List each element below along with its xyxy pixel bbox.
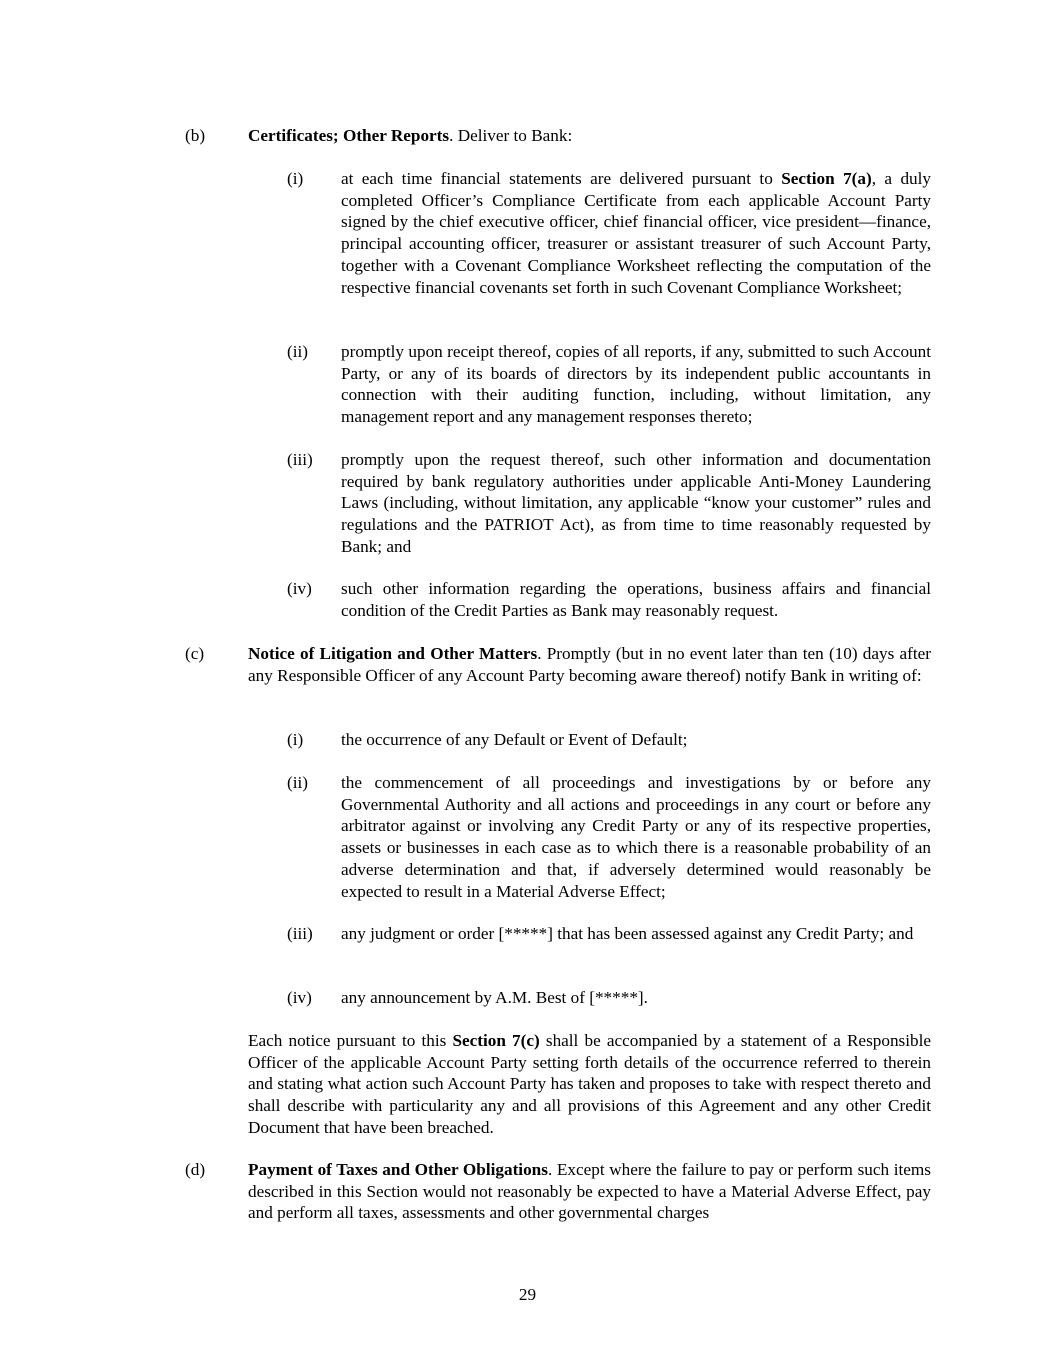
section-c-heading: Notice of Litigation and Other Matters: [248, 644, 538, 663]
section-b-label: (b): [185, 126, 206, 145]
section-b-item-i: [341, 168, 931, 298]
section-c-item-i: [341, 729, 931, 751]
closing-text: Each notice pursuant to this: [248, 1031, 453, 1050]
section-b-item-i-label: (i): [287, 169, 304, 188]
section-c-closing-paragraph: [248, 1030, 931, 1139]
section-b-item-ii: [341, 341, 931, 428]
section-b-heading-paragraph: [248, 125, 931, 147]
item-text: , a duly completed Officer’s Compliance Certificate from each applicable Account Party signed by the chief executive officer, chief financial officer, vice president—finance, principal accounting officer, treasurer or assistant treasurer of such Account Party, together with a Covenant Compliance Worksheet reflecting the computation of the respective financial covenants set forth in such Covenant Compliance Worksheet;: [341, 169, 932, 297]
item-text: any announcement by A.M. Best of [*****].: [341, 988, 648, 1007]
section-b-item-iv-label: (iv): [287, 579, 312, 598]
section-c-item-iii-label: (iii): [287, 924, 313, 943]
section-c-item-ii: [341, 772, 931, 902]
section-b-item-iii-label: (iii): [287, 450, 313, 469]
item-text: promptly upon receipt thereof, copies of all reports, if any, submitted to such Account Party, or any of its boards of directors by its independent public accountants in connection with their auditing function, including, without limitation, any management report and any management responses thereto;: [341, 342, 931, 427]
section-reference: Section 7(c): [452, 1031, 540, 1050]
section-c-item-i-label: (i): [287, 730, 304, 749]
item-text: any judgment or order [*****] that has been assessed against any Credit Party; and: [341, 924, 914, 943]
page-number: 29: [518, 1285, 537, 1304]
section-d-heading-paragraph: [248, 1159, 931, 1224]
section-c-label: (c): [185, 644, 205, 663]
section-d-intro: . Except where the failure to pay or perform such items described in this Section would not reasonably be expected to have a Material Adverse Effect, pay and perform all taxes, assessments and other governmental charges: [248, 1160, 931, 1223]
section-b-heading: Certificates; Other Reports: [248, 126, 450, 145]
section-c-intro: . Promptly (but in no event later than ten (10) days after any Responsible Officer of any Account Party becoming aware thereof) notify Bank in writing of:: [248, 644, 931, 685]
section-d-heading: Payment of Taxes and Other Obligations: [248, 1160, 548, 1179]
section-c-item-iv-label: (iv): [287, 988, 312, 1007]
item-text: the occurrence of any Default or Event of Default;: [341, 730, 688, 749]
section-reference: Section 7(a): [781, 169, 872, 188]
item-text: the commencement of all proceedings and investigations by or before any Governmental Authority and all actions and proceedings in any court or before any arbitrator against or involving any Credit Party or any of its respective properties, assets or businesses in each case as to which there is a reasonable probability of an adverse determination and that, if adversely determined would reasonably be expected to result in a Material Adverse Effect;: [341, 773, 931, 901]
section-b-item-ii-label: (ii): [287, 342, 308, 361]
section-b-intro: . Deliver to Bank:: [449, 126, 573, 145]
section-c-item-iii: [341, 923, 931, 945]
section-c-item-ii-label: (ii): [287, 773, 308, 792]
section-b-item-iii: [341, 449, 931, 558]
item-text: promptly upon the request thereof, such other information and documentation required by bank regulatory authorities under applicable Anti-Money Laundering Laws (including, without limitation, any applicable “know your customer” rules and regulations and the PATRIOT Act), as from time to time reasonably requested by Bank; and: [341, 450, 931, 556]
section-c-heading-paragraph: [248, 643, 931, 686]
section-c-item-iv: [341, 987, 931, 1009]
section-d-label: (d): [185, 1160, 206, 1179]
closing-text: shall be accompanied by a statement of a Responsible Officer of the applicable Account Party setting forth details of the occurrence referred to therein and stating what action such Account Party has taken and proposes to take with respect thereto and shall describe with particularity any and all provisions of this Agreement and any other Credit Document that have been breached.: [248, 1031, 931, 1137]
item-text: at each time financial statements are delivered pursuant to: [341, 169, 782, 188]
section-b-item-iv: [341, 578, 931, 621]
item-text: such other information regarding the operations, business affairs and financial condition of the Credit Parties as Bank may reasonably request.: [341, 579, 931, 620]
